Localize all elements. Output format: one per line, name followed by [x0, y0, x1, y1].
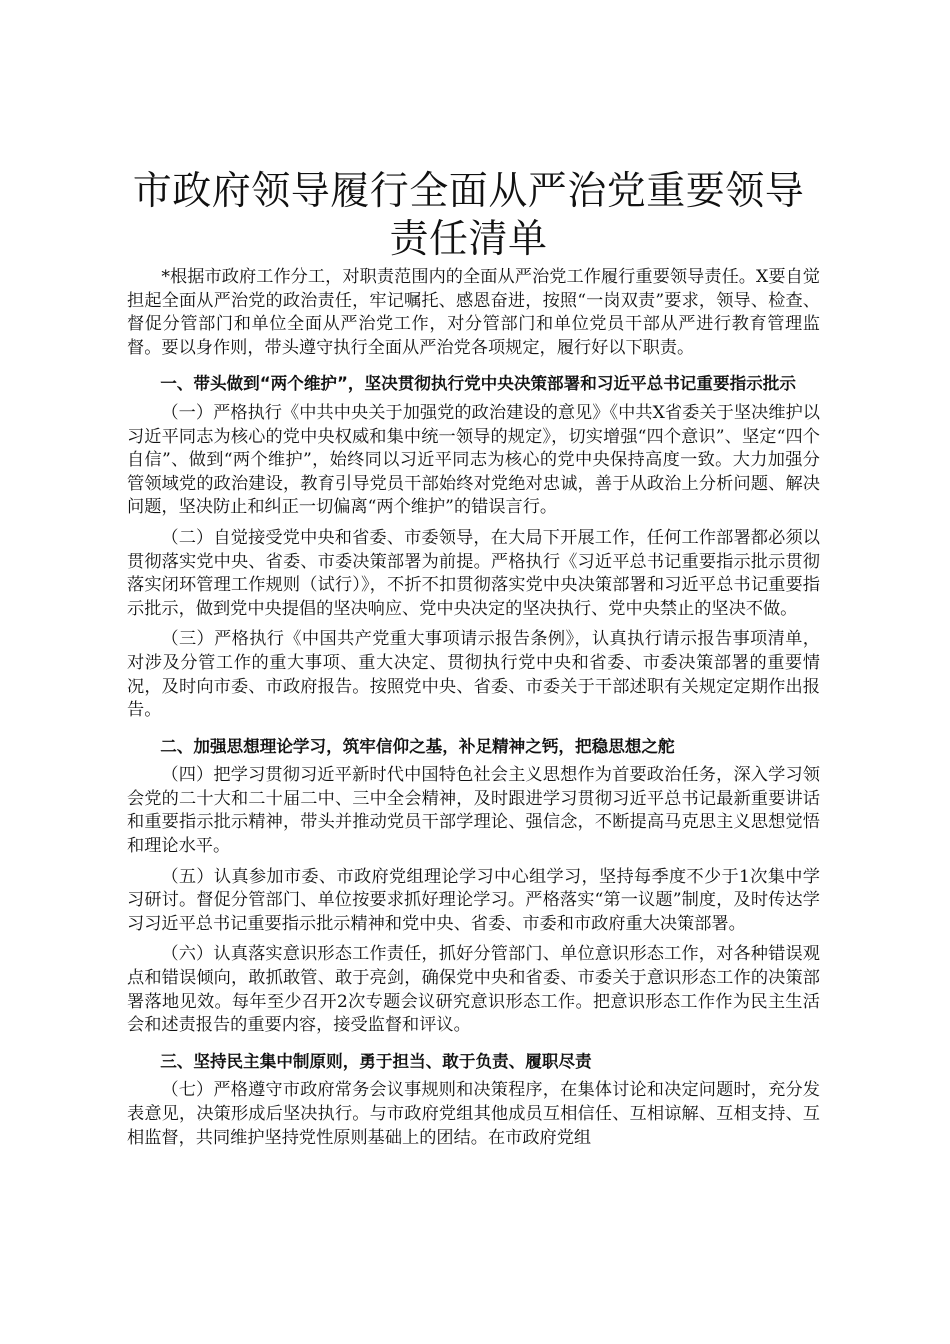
section-heading: 二、加强思想理论学习，筑牢信仰之基，补足精神之钙，把稳思想之舵 [160, 736, 675, 756]
section-paragraph: （二）自觉接受党中央和省委、市委领导，在大局下开展工作，任何工作部署都必须以贯彻落实党中央、省委、市委决策部署为前提。严格执行《习近平总书记重要指示批示贯彻落实闭环管理工作规则（试行）》，不折不扣贯彻落实党中央决策部署和习近平总书记重要指示批示，做到党中央提倡的坚决响应、党中央决定的坚决执行、党中央禁止的坚决不做。 [127, 527, 820, 619]
document-title: 市政府领导履行全面从严治党重要领导责任清单 [132, 169, 805, 262]
section-2 [127, 735, 820, 1038]
section-heading: 三、坚持民主集中制原则，勇于担当、敢于负责、履职尽责 [160, 1051, 592, 1071]
section-paragraph: （三）严格执行《中国共产党重大事项请示报告条例》，认真执行请示报告事项清单，对涉及分管工作的重大事项、重大决定、贯彻执行党中央和省委、市委决策部署的重要情况，及时向市委、市政府报告。按照党中央、省委、市委关于干部述职有关规定定期作出报告。 [127, 629, 820, 721]
document-page [127, 168, 820, 1150]
section-paragraph: （一）严格执行《中共中央关于加强党的政治建设的意见》《中共X省委关于坚决维护以习近平同志为核心的党中央权威和集中统一领导的规定》，切实增强“四个意识”、坚定“四个自信”、做到“两个维护”，始终同以习近平同志为核心的党中央保持高度一致。大力加强分管领域党的政治建设，教育引导党员干部始终对党绝对忠诚，善于从政治上分析问题、解决问题，坚决防止和纠正一切偏离“两个维护”的错误言行。 [127, 402, 820, 518]
section-3 [127, 1050, 820, 1150]
section-1 [127, 372, 820, 722]
intro-paragraph: *根据市政府工作分工，对职责范围内的全面从严治党工作履行重要领导责任。X要自觉担起全面从严治党的政治责任，牢记嘱托、感恩奋进，按照“一岗双责”要求，领导、检查、督促分管部门和单位全面从严治党工作，对分管部门和单位党员干部从严进行教育管理监督。要以身作则，带头遵守执行全面从严治党各项规定，履行好以下职责。 [127, 267, 820, 358]
section-heading: 一、带头做到“两个维护”，坚决贯彻执行党中央决策部署和习近平总书记重要指示批示 [160, 374, 796, 394]
section-paragraph: （五）认真参加市委、市政府党组理论学习中心组学习，坚持每季度不少于1次集中学习研讨。督促分管部门、单位按要求抓好理论学习。严格落实“第一议题”制度，及时传达学习习近平总书记重要指示批示精神和党中央、省委、市委和市政府重大决策部署。 [127, 866, 820, 934]
section-paragraph: （四）把学习贯彻习近平新时代中国特色社会主义思想作为首要政治任务，深入学习领会党的二十大和二十届二中、三中全会精神，及时跟进学习贯彻习近平总书记最新重要讲话和重要指示批示精神，带头并推动党员干部学理论、强信念，不断提高马克思主义思想觉悟和理论水平。 [127, 765, 820, 857]
section-paragraph: （六）认真落实意识形态工作责任，抓好分管部门、单位意识形态工作，对各种错误观点和错误倾向，敢抓敢管、敢于亮剑，确保党中央和省委、市委关于意识形态工作的决策部署落地见效。每年至少召开2次专题会议研究意识形态工作。把意识形态工作作为民主生活会和述责报告的重要内容，接受监督和评议。 [127, 944, 820, 1036]
section-paragraph: （七）严格遵守市政府常务会议事规则和决策程序，在集体讨论和决定问题时，充分发表意见，决策形成后坚决执行。与市政府党组其他成员互相信任、互相谅解、互相支持、互相监督，共同维护坚持党性原则基础上的团结。在市政府党组 [127, 1080, 820, 1148]
